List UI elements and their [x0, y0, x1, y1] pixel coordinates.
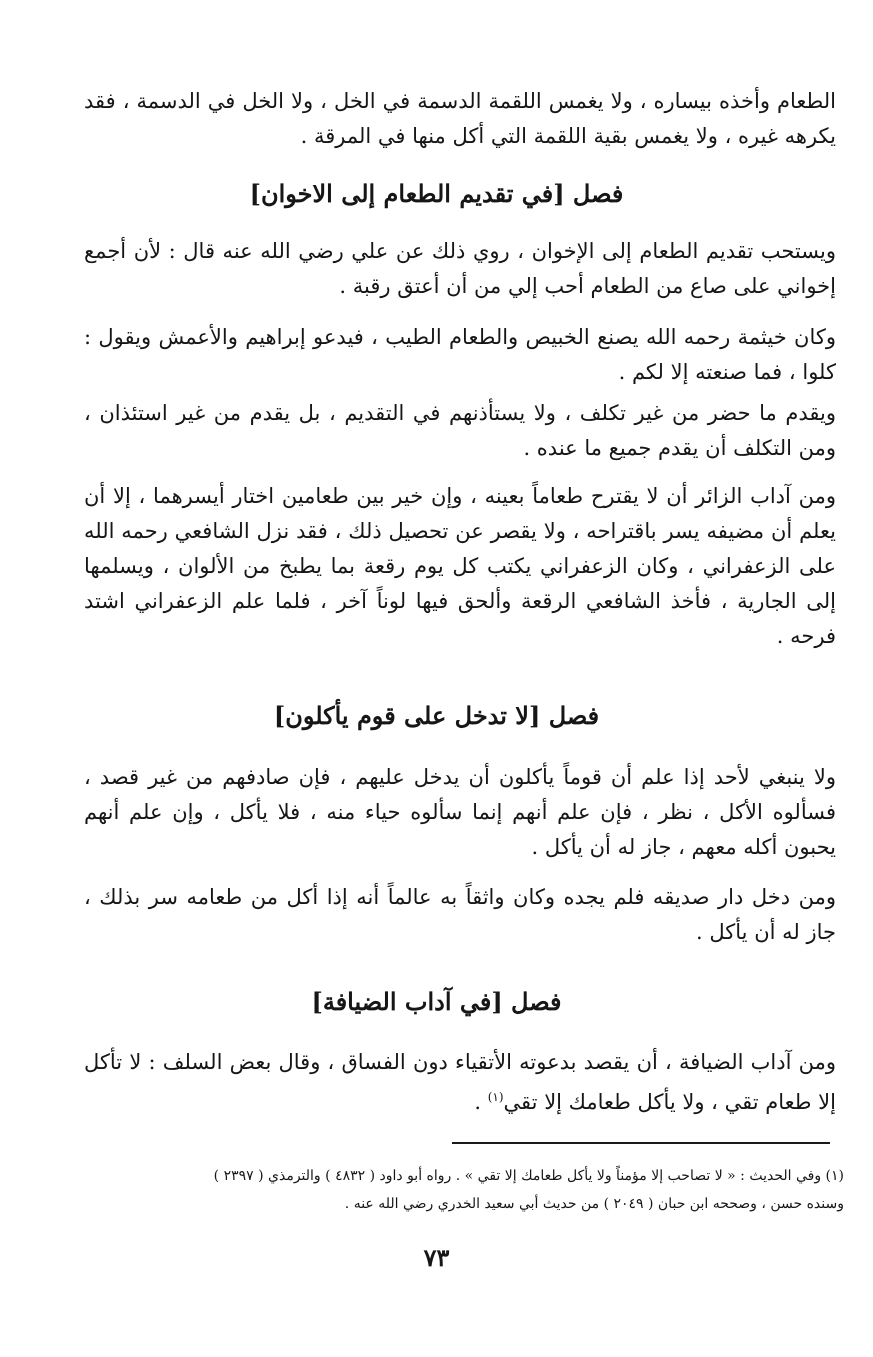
paragraph-3: وكان خيثمة رحمه الله يصنع الخبيص والطعام الطيب ، فيدعو إبراهيم والأعمش ويقول : كلوا ، فما صنعته إلا لكم .: [84, 325, 836, 384]
paragraph-2: ويستحب تقديم الطعام إلى الإخوان ، روي ذلك عن علي رضي الله عنه قال : لأن أجمع إخواني على صاع من الطعام أحب إلي من أن أعتق رقبة .: [84, 239, 836, 298]
paragraph-8-end: .: [474, 1090, 488, 1114]
footnote-line-1: (١) وفي الحديث : « لا تصاحب إلا مؤمناً ولا يأكل طعامك إلا تقي » . رواه أبو داود ( ٤٨٣٢ ) والترمذي ( ٢٣٩٧ ): [213, 1168, 844, 1184]
footnote-reference: (١): [487, 1090, 504, 1104]
section-heading-1: فصل [في تقديم الطعام إلى الاخوان]: [249, 179, 624, 208]
paragraph-1: الطعام وأخذه بيساره ، ولا يغمس اللقمة الدسمة في الخل ، ولا الخل في الدسمة ، فقد يكرهه غيره ، ولا يغمس بقية اللقمة التي أكل منها في المرقة .: [84, 89, 836, 148]
section-heading-3: فصل [في آداب الضيافة]: [311, 987, 562, 1016]
paragraph-7: ومن دخل دار صديقه فلم يجده وكان واثقاً به عالماً أنه إذا أكل من طعامه سر بذلك ، جاز له أن يأكل .: [84, 885, 836, 944]
footnote-divider: [452, 1142, 830, 1144]
section-heading-2: فصل [لا تدخل على قوم يأكلون]: [273, 701, 600, 730]
paragraph-8-text: ومن آداب الضيافة ، أن يقصد بدعوته الأتقياء دون الفساق ، وقال بعض السلف : لا تأكل إلا طعام تقي ، ولا يأكل طعامك إلا تقي: [84, 1050, 836, 1114]
paragraph-5: ومن آداب الزائر أن لا يقترح طعاماً بعينه ، وإن خير بين طعامين اختار أيسرهما ، إلا أن يعلم أن مضيفه يسر باقتراحه ، ولا يقصر عن تحصيل ذلك ، فقد نزل الشافعي رحمه الله على الزعفراني ، وكان الزعفراني يكتب كل يوم رقعة بما يطبخ من الألوان ، ويسلمها إلى الجارية ، فأخذ الشافعي الرقعة وألحق فيها لوناً آخر ، فلما علم الزعفراني اشتد فرحه .: [84, 484, 836, 648]
footnote-line-2: وسنده حسن ، وصححه ابن حبان ( ٢٠٤٩ ) من حديث أبي سعيد الخدري رضي الله عنه .: [344, 1196, 844, 1212]
paragraph-8: [84, 1045, 836, 1120]
page-number: ٧٣: [423, 1243, 450, 1272]
paragraph-4: ويقدم ما حضر من غير تكلف ، ولا يستأذنهم في التقديم ، بل يقدم من غير استئذان ، ومن التكلف أن يقدم جميع ما عنده .: [84, 401, 836, 460]
paragraph-6: ولا ينبغي لأحد إذا علم أن قوماً يأكلون أن يدخل عليهم ، فإن صادفهم من غير قصد ، فسألوه الأكل ، نظر ، فإن علم أنهم إنما سألوه حياء منه ، فلا يأكل ، وإن علم أنهم يحبون أكله معهم ، جاز له أن يأكل .: [84, 765, 836, 859]
